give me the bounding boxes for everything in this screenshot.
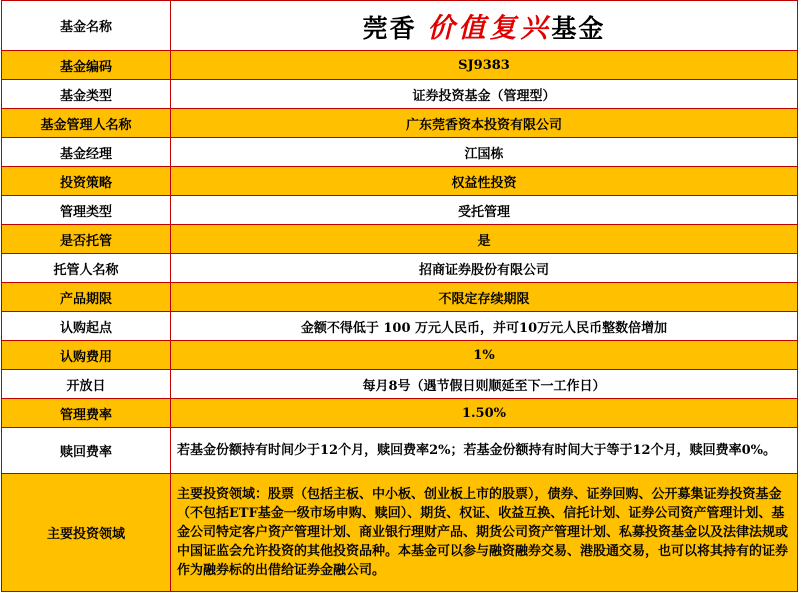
row-key: 基金类型 — [2, 80, 171, 109]
table-row — [2, 138, 798, 167]
table-row — [2, 370, 798, 399]
row-value: 1.50% — [171, 399, 798, 428]
row-value: 不限定存续期限 — [171, 283, 798, 312]
table-row — [2, 474, 798, 592]
fund-name-title — [171, 1, 798, 51]
row-key: 管理类型 — [2, 196, 171, 225]
table-row — [2, 80, 798, 109]
fund-name-row — [2, 1, 798, 51]
row-value: 1% — [171, 341, 798, 370]
row-value: 受托管理 — [171, 196, 798, 225]
row-key: 认购费用 — [2, 341, 171, 370]
row-key: 基金经理 — [2, 138, 171, 167]
row-key: 投资策略 — [2, 167, 171, 196]
row-key: 认购起点 — [2, 312, 171, 341]
row-value: 是 — [171, 225, 798, 254]
row-value: 金额不得低于 100 万元人民币，并可10万元人民币整数倍增加 — [171, 312, 798, 341]
row-value: 招商证券股份有限公司 — [171, 254, 798, 283]
row-value: 每月8号（遇节假日则顺延至下一工作日） — [171, 370, 798, 399]
row-key: 基金名称 — [2, 1, 171, 51]
row-key: 主要投资领域 — [2, 474, 171, 592]
table-row — [2, 196, 798, 225]
row-value: SJ9383 — [171, 51, 798, 80]
row-value: 权益性投资 — [171, 167, 798, 196]
fund-name-prefix: 莞香 — [362, 14, 417, 43]
fund-name-highlight: 价值复兴 — [427, 13, 552, 44]
row-value: 江国栋 — [171, 138, 798, 167]
table-row — [2, 312, 798, 341]
row-key: 产品期限 — [2, 283, 171, 312]
row-value: 证券投资基金（管理型） — [171, 80, 798, 109]
table-row — [2, 399, 798, 428]
table-row — [2, 283, 798, 312]
table-row — [2, 341, 798, 370]
row-key: 基金编码 — [2, 51, 171, 80]
row-value: 广东莞香资本投资有限公司 — [171, 109, 798, 138]
row-key: 基金管理人名称 — [2, 109, 171, 138]
fund-info-table — [1, 0, 798, 592]
table-row — [2, 51, 798, 80]
table-row — [2, 109, 798, 138]
row-key: 赎回费率 — [2, 428, 171, 474]
table-row — [2, 225, 798, 254]
row-key: 开放日 — [2, 370, 171, 399]
row-key: 托管人名称 — [2, 254, 171, 283]
table-row — [2, 428, 798, 474]
table-row — [2, 254, 798, 283]
row-value: 若基金份额持有时间少于12个月，赎回费率2%；若基金份额持有时间大于等于12个月，赎回费率0%。 — [171, 428, 798, 474]
table-row — [2, 167, 798, 196]
fund-name-suffix: 基金 — [551, 14, 606, 43]
row-key: 管理费率 — [2, 399, 171, 428]
row-value: 主要投资领域：股票（包括主板、中小板、创业板上市的股票），债券、证券回购、公开募集证券投资基金（不包括ETF基金一级市场申购、赎回）、期货、权证、收益互换、信托计划、证券公司资产管理计划、基金公司特定客户资产管理计划、商业银行理财产品、期货公司资产管理计划、私募投资基金以及法律法规或中国证监会允许投资的其他投资品种。本基金可以参与融资融券交易、港股通交易，也可以将其持有的证券作为融券标的出借给证券金融公司。 — [171, 474, 798, 592]
row-key: 是否托管 — [2, 225, 171, 254]
